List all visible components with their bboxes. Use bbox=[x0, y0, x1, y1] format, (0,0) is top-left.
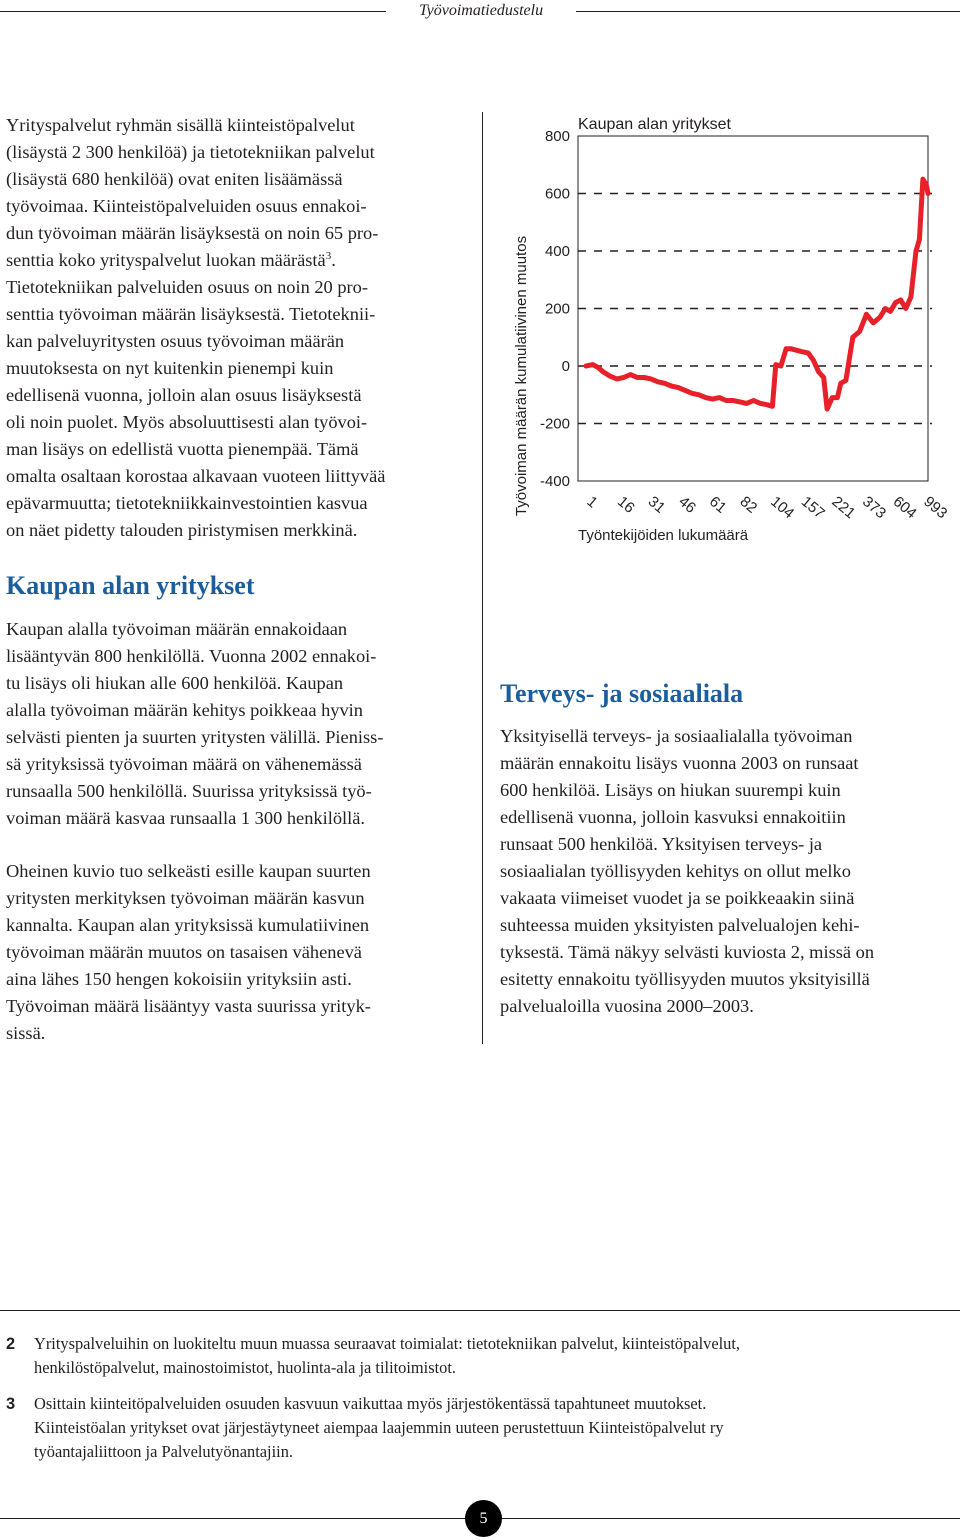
kaupan-line: alalla työvoiman määrän kehitys poikkeaa hyvin bbox=[6, 700, 363, 720]
chart-x-tick-label: 61 bbox=[705, 493, 730, 517]
kaupan-line: Kaupan alalla työvoiman määrän ennakoidaan bbox=[6, 619, 348, 639]
footnote-3 bbox=[6, 1392, 946, 1464]
kaupan-line: Työvoiman määrä lisääntyy vasta suurissa yrityk- bbox=[6, 996, 371, 1016]
chart-x-tick-label: 1 bbox=[583, 493, 601, 512]
section-heading-terveys: Terveys- ja sosiaaliala bbox=[500, 679, 744, 708]
intro-line: muutoksesta on nyt kuitenkin pienempi kuin bbox=[6, 358, 334, 378]
chart-title: Kaupan alan yritykset bbox=[578, 116, 731, 133]
chart-y-axis-label: Työvoiman määrän kumulatiivinen muutos bbox=[513, 235, 530, 517]
chart-x-tick-label: 993 bbox=[920, 493, 951, 523]
footnote-2 bbox=[6, 1332, 946, 1380]
header-rule-left bbox=[0, 11, 386, 12]
kaupan-paragraph-1 bbox=[6, 616, 476, 832]
terveys-paragraph bbox=[500, 723, 955, 1020]
kaupan-alan-chart bbox=[508, 108, 960, 558]
intro-line: senttia koko yrityspalvelut luokan määrästä bbox=[6, 250, 326, 270]
footnote-line: Osittain kiinteitöpalveluiden osuuden kasvuun vaikuttaa myös järjestökentässä tapahtuneet muutokset. bbox=[34, 1394, 707, 1413]
terveys-line: 600 henkilöä. Lisäys on hiukan suurempi kuin bbox=[500, 780, 841, 800]
terveys-line: määrän ennakoitu lisäys vuonna 2003 on runsaat bbox=[500, 753, 859, 773]
intro-line: Tietotekniikan palveluiden osuus on noin 20 pro- bbox=[6, 277, 368, 297]
footnote-line: henkilöstöpalvelut, mainostoimistot, huolinta-ala ja tilitoimistot. bbox=[34, 1358, 457, 1377]
footnote-ref-3[interactable]: 3 bbox=[325, 249, 332, 262]
chart-x-tick-label: 604 bbox=[889, 493, 920, 523]
page-rule-left bbox=[0, 1518, 465, 1519]
terveys-line: vakaata viimeiset vuodet ja se poikkeaakin siinä bbox=[500, 888, 855, 908]
kaupan-line: voiman määrä kasvaa runsaalla 1 300 henkilöllä. bbox=[6, 808, 366, 828]
intro-line: senttia työvoiman määrän lisäyksestä. Tietoteknii- bbox=[6, 304, 376, 324]
kaupan-line: lisääntyvän 800 henkilöllä. Vuonna 2002 ennakoi- bbox=[6, 646, 377, 666]
chart-x-tick-label: 104 bbox=[767, 493, 798, 523]
kaupan-line: sä yrityksissä työvoiman määrä on vähenemässä bbox=[6, 754, 362, 774]
chart-x-tick-label: 31 bbox=[644, 493, 669, 517]
kaupan-line: aina lähes 150 hengen kokoisiin yrityksiin asti. bbox=[6, 969, 352, 989]
chart-x-tick-label: 373 bbox=[859, 493, 890, 523]
chart-x-tick-label: 46 bbox=[675, 493, 700, 517]
terveys-line: suhteessa muiden yksityisten palvelualojen kehi- bbox=[500, 915, 860, 935]
kaupan-line: Oheinen kuvio tuo selkeästi esille kaupan suurten bbox=[6, 861, 371, 881]
intro-line: dun työvoiman määrän lisäyksestä on noin 65 pro- bbox=[6, 223, 379, 243]
header-title: Työvoimatiedustelu bbox=[418, 2, 544, 19]
chart-x-tick-label: 16 bbox=[614, 493, 638, 517]
terveys-line: edellisenä vuonna, jolloin kasvuksi ennakoitiin bbox=[500, 807, 846, 827]
chart-y-tick-labels bbox=[540, 128, 570, 490]
chart-y-tick-label: -200 bbox=[539, 415, 570, 433]
chart-x-tick-label: 82 bbox=[736, 493, 761, 517]
terveys-line: sosiaalialan työllisyyden kehitys on ollut melko bbox=[500, 861, 851, 881]
kaupan-paragraph-2 bbox=[6, 858, 476, 1047]
footnote-number: 2 bbox=[6, 1335, 16, 1353]
intro-line: työvoimaa. Kiinteistöpalveluiden osuus ennakoi- bbox=[6, 196, 367, 216]
chart-x-axis-label: Työntekijöiden lukumäärä bbox=[578, 527, 749, 544]
kaupan-line: kannalta. Kaupan alan yrityksissä kumulatiivinen bbox=[6, 915, 370, 935]
intro-line: (lisäystä 2 300 henkilöä) ja tietotekniikan palvelut bbox=[6, 142, 375, 162]
terveys-line: esitetty ennakoitu työllisyyden muutos yksityisillä bbox=[500, 969, 870, 989]
intro-line: oli noin puolet. Myös absoluuttisesti alan työvoi- bbox=[6, 412, 368, 432]
intro-line: (lisäystä 680 henkilöä) ovat eniten lisäämässä bbox=[6, 169, 343, 189]
page-rule-right bbox=[502, 1518, 960, 1519]
kaupan-line: sissä. bbox=[6, 1023, 46, 1043]
chart-x-tick-label: 221 bbox=[828, 493, 859, 523]
intro-paragraph bbox=[6, 112, 476, 544]
intro-line: Yrityspalvelut ryhmän sisällä kiinteistöpalvelut bbox=[6, 115, 355, 135]
chart-svg bbox=[508, 108, 960, 558]
kaupan-line: yritysten merkityksen työvoiman määrän kasvun bbox=[6, 888, 365, 908]
chart-series-line bbox=[586, 179, 928, 409]
footnote-line: Kiinteistöalan yritykset ovat järjestäytyneet aiempaa laajemmin uuteen perustettuun Kiinteistöpalvelut ry bbox=[34, 1418, 724, 1437]
kaupan-line: selvästi pienten ja suurten yritysten välillä. Pieniss- bbox=[6, 727, 384, 747]
chart-y-tick-label: 600 bbox=[544, 185, 570, 203]
intro-line: edellisenä vuonna, jolloin alan osuus lisäyksestä bbox=[6, 385, 362, 405]
chart-y-tick-label: 200 bbox=[544, 300, 570, 318]
footnote-line: Yrityspalveluihin on luokiteltu muun muassa seuraavat toimialat: tietotekniikan palvelut, kiinteistöpalvelut, bbox=[34, 1334, 741, 1353]
intro-line: omalta osaltaan korostaa alkavaan vuoteen liittyvää bbox=[6, 466, 386, 486]
kaupan-line: tu lisäys oli hiukan alle 600 henkilöä. Kaupan bbox=[6, 673, 344, 693]
intro-line-with-footnote bbox=[6, 247, 476, 274]
chart-x-tick-label: 157 bbox=[797, 493, 828, 523]
footnote-divider bbox=[0, 1310, 960, 1311]
chart-gridlines bbox=[578, 194, 932, 424]
footnote-line: työantajaliittoon ja Palvelutyönantajiin. bbox=[34, 1442, 294, 1461]
footnote-number: 3 bbox=[6, 1395, 16, 1413]
running-header bbox=[0, 0, 960, 24]
terveys-line: palvelualoilla vuosina 2000–2003. bbox=[500, 996, 754, 1016]
chart-y-tick-label: -400 bbox=[539, 473, 570, 490]
terveys-line: Yksityisellä terveys- ja sosiaalialalla työvoiman bbox=[500, 726, 853, 746]
kaupan-line: työvoiman määrän muutos on tasaisen vähenevä bbox=[6, 942, 362, 962]
chart-y-tick-label: 400 bbox=[544, 243, 570, 260]
intro-line: on näet pidetty talouden piristymisen merkkinä. bbox=[6, 520, 358, 540]
intro-line: epävarmuutta; tietotekniikkainvestointien kasvua bbox=[6, 493, 368, 513]
intro-line: kan palveluyritysten osuus työvoiman määrän bbox=[6, 331, 345, 351]
page-number: 5 bbox=[465, 1500, 502, 1537]
column-divider bbox=[482, 112, 483, 1044]
intro-line: man lisäys on edellistä vuotta pienempää. Tämä bbox=[6, 439, 359, 459]
footnote-text bbox=[34, 1392, 946, 1464]
chart-y-tick-label: 0 bbox=[561, 358, 570, 375]
kaupan-line: runsaalla 500 henkilöllä. Suurissa yrityksissä työ- bbox=[6, 781, 372, 801]
terveys-line: runsaat 500 henkilöä. Yksityisen terveys- ja bbox=[500, 834, 823, 854]
intro-line-end: . bbox=[331, 250, 336, 270]
terveys-line: tyksestä. Tämä näkyy selvästi kuviosta 2, missä on bbox=[500, 942, 875, 962]
header-rule-right bbox=[576, 11, 960, 12]
chart-x-tick-labels bbox=[583, 493, 950, 522]
footnote-text bbox=[34, 1332, 946, 1380]
chart-y-tick-label: 800 bbox=[544, 128, 570, 145]
section-heading-kaupan: Kaupan alan yritykset bbox=[6, 571, 255, 600]
